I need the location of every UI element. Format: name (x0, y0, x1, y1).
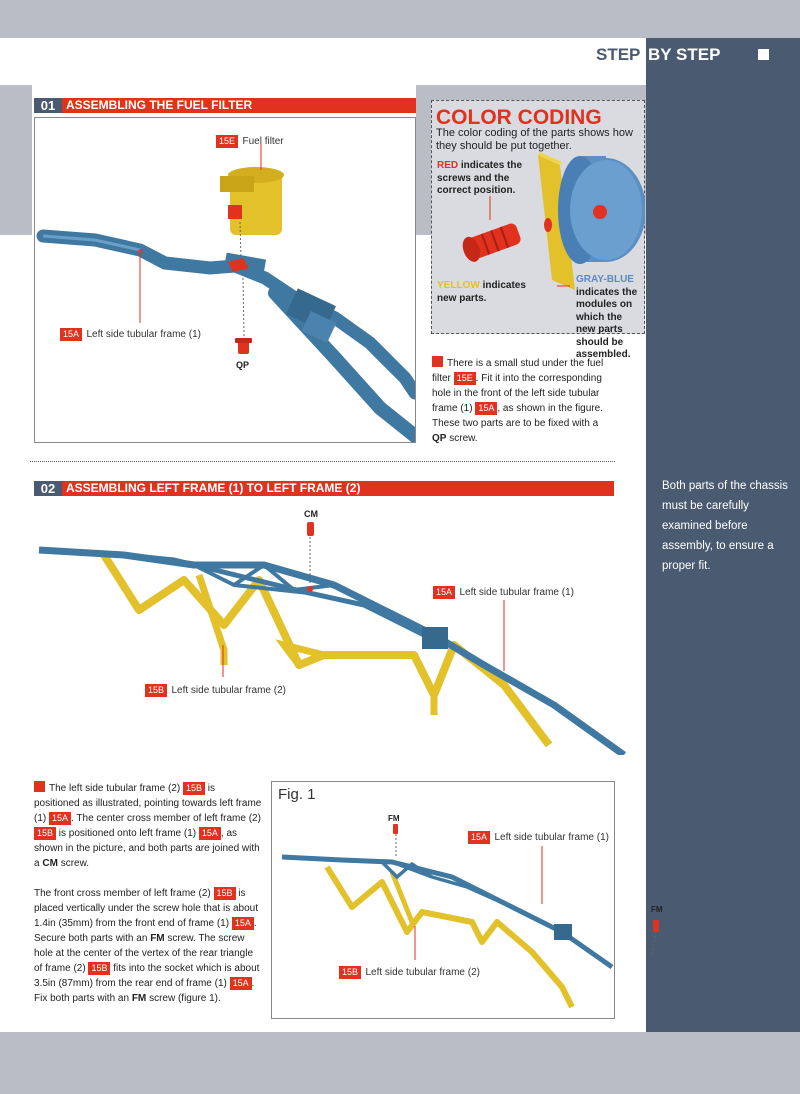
color-coding-illustration (440, 150, 645, 290)
text-run: . The center cross member of left frame (2) (71, 813, 261, 824)
part-tag: 15A (475, 402, 497, 415)
fm-screw-label-a: FM (388, 814, 400, 823)
text-run: There is a small stud under the fuel filter (432, 358, 604, 384)
screw-code: QP (432, 433, 447, 444)
fm-screw-icon (650, 920, 662, 954)
section-1-number: 01 (34, 98, 62, 113)
text-run: . Fit it into the corresponding hole in the front of the left side tubular frame (1) (432, 373, 602, 414)
part-tag: 15B (339, 966, 361, 979)
section-separator (30, 461, 615, 462)
bullet-square-icon (34, 781, 45, 792)
color-coding-title: COLOR CODING (436, 106, 602, 129)
section-2-header (34, 481, 614, 496)
figure-1 (271, 781, 615, 1019)
part-tag: 15A (199, 827, 221, 840)
text-run: is placed vertically under the screw hole that is about 1.4in (35mm) from the front end of frame (1) (34, 888, 259, 929)
part-tag: 15B (88, 962, 110, 975)
qp-screw-label: QP (236, 360, 250, 370)
part-tag: 15B (145, 684, 167, 697)
label-text: Left side tubular frame (1) (86, 329, 201, 340)
text-run: is positioned as illustrated, pointing towards left frame (1) (34, 783, 262, 824)
fig-frame1-label (468, 827, 609, 845)
part-tag: 15A (60, 328, 82, 341)
bottom-band (0, 1032, 800, 1094)
fuel-filter-label (216, 131, 284, 149)
label-text: Left side tubular frame (1) (494, 832, 609, 843)
label-text: Left side tubular frame (2) (171, 685, 286, 696)
section-2-text-a (34, 781, 262, 871)
fuel-filter-illustration (35, 118, 415, 442)
label-text: Fuel filter (242, 136, 284, 147)
section-1-text (432, 356, 608, 446)
screw-code: FM (150, 933, 165, 944)
part-tag: 15A (468, 831, 490, 844)
part-tag: 15A (433, 586, 455, 599)
yellow-text: indicates new parts. (437, 280, 526, 304)
section-2-number: 02 (34, 481, 62, 496)
part-tag: 15B (34, 827, 56, 840)
frame-label (60, 324, 201, 342)
text-run: . Fix both parts with an (34, 978, 255, 1004)
text-run: The left side tubular frame (2) (49, 783, 181, 794)
header-title-by-step: BY STEP (648, 45, 721, 64)
part-tag: 15E (454, 372, 476, 385)
red-word: RED (437, 160, 459, 171)
cm-screw-label: CM (304, 509, 318, 519)
part-tag: 15E (216, 135, 238, 148)
section-1-figure (34, 117, 416, 443)
figure-1-title: Fig. 1 (278, 786, 316, 803)
part-tag: 15B (214, 887, 236, 900)
header-title-step: STEP (596, 45, 641, 64)
part-tag: 15B (183, 782, 205, 795)
screw-code: FM (131, 993, 147, 1004)
text-run: , as shown in the picture, and both parts are joined with a (34, 828, 260, 869)
section-1-header (34, 98, 416, 113)
text-run: screw. (449, 433, 478, 444)
part-tag: 15A (230, 977, 252, 990)
blue-text: indicates the modules on which the new parts should be assembled. (576, 286, 638, 360)
fm-screw-label-b: FM (651, 905, 663, 914)
yellow-word: YELLOW (437, 280, 480, 291)
text-run: The front cross member of left frame (2) (34, 888, 211, 899)
section-2-title: ASSEMBLING LEFT FRAME (1) TO LEFT FRAME (2) (66, 481, 361, 495)
frame-assembly-illustration (34, 505, 634, 755)
section-2-text-b (34, 886, 262, 1006)
screw-code: CM (42, 858, 58, 869)
section-1-title: ASSEMBLING THE FUEL FILTER (66, 98, 253, 112)
bullet-square-icon (432, 356, 443, 367)
text-run: fits into the socket which is about 3.5in (87mm) from the rear end of frame (1) (34, 963, 260, 989)
frame2-label (145, 680, 286, 698)
side-note: Both parts of the chassis must be carefully examined before assembly, to ensure a proper fit. (662, 480, 788, 572)
text-run: screw. (60, 858, 90, 869)
text-run: . Secure both parts with an (34, 918, 257, 944)
fig-frame2-label (339, 962, 480, 980)
frame1-label (433, 582, 574, 600)
header-square-icon (758, 49, 769, 60)
left-gray-band (0, 85, 32, 235)
red-text: indicates the screws and the correct position. (437, 160, 523, 196)
top-band (0, 0, 800, 38)
text-run: screw (figure 1). (149, 993, 221, 1004)
text-run: screw. The screw hole at the center of the vertex of the rear triangle of frame (2) (34, 933, 254, 974)
part-tag: 15A (49, 812, 71, 825)
part-tag: 15A (232, 917, 254, 930)
figure-1-illustration (272, 782, 614, 1018)
blue-word: GRAY-BLUE (576, 274, 634, 285)
label-text: Left side tubular frame (1) (459, 587, 574, 598)
text-run: , as shown in the figure. These two parts are to be fixed with a (432, 403, 603, 429)
color-coding-description: The color coding of the parts shows how they should be put together. (436, 127, 633, 152)
label-text: Left side tubular frame (2) (365, 967, 480, 978)
text-run: is positioned onto left frame (1) (58, 828, 197, 839)
